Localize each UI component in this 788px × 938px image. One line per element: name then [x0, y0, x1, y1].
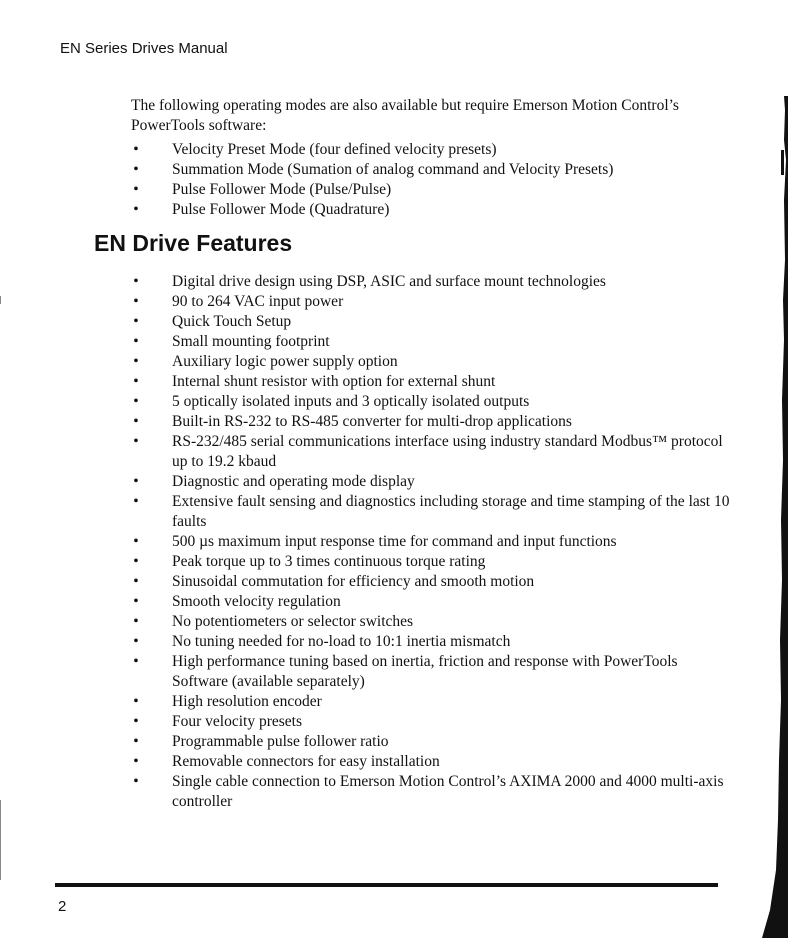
- feature-text: Sinusoidal commutation for efficiency and smooth motion: [172, 573, 535, 590]
- feature-text: Digital drive design using DSP, ASIC and surface mount technologies: [172, 273, 606, 290]
- scan-binding-edge: [748, 0, 788, 938]
- feature-text: Programmable pulse follower ratio: [172, 733, 389, 750]
- feature-item: [131, 552, 731, 572]
- section-heading: EN Drive Features: [94, 230, 293, 256]
- mode-text: Summation Mode (Sumation of analog command and Velocity Presets): [172, 161, 614, 178]
- feature-item: [131, 352, 731, 372]
- feature-text: Single cable connection to Emerson Motion Control’s AXIMA 2000 and 4000 multi-axis controller: [172, 773, 724, 810]
- feature-text: High performance tuning based on inertia, friction and response with PowerTools Software (available separately): [172, 653, 678, 690]
- features-list: [131, 272, 731, 812]
- mode-text: Pulse Follower Mode (Quadrature): [172, 201, 390, 218]
- mode-item: [131, 140, 731, 160]
- bullet-icon: •: [133, 733, 139, 750]
- feature-item: [131, 752, 731, 772]
- feature-text: Diagnostic and operating mode display: [172, 473, 415, 490]
- bullet-icon: •: [133, 553, 139, 570]
- intro-paragraph: The following operating modes are also available but require Emerson Motion Control’s PowerTools software:: [131, 97, 679, 134]
- feature-text: Internal shunt resistor with option for external shunt: [172, 373, 496, 390]
- bullet-icon: •: [133, 693, 139, 710]
- mode-item: [131, 160, 731, 180]
- feature-item: [131, 432, 731, 472]
- feature-text: Small mounting footprint: [172, 333, 330, 350]
- bullet-icon: •: [133, 313, 139, 330]
- footer-rule: [55, 883, 718, 887]
- bullet-icon: •: [133, 473, 139, 490]
- bullet-icon: •: [133, 613, 139, 630]
- bullet-icon: •: [133, 413, 139, 430]
- bullet-icon: •: [133, 493, 139, 510]
- feature-item: [131, 652, 731, 692]
- feature-text: Removable connectors for easy installation: [172, 753, 440, 770]
- bullet-icon: •: [133, 533, 139, 550]
- bullet-icon: •: [133, 713, 139, 730]
- feature-text: 5 optically isolated inputs and 3 optically isolated outputs: [172, 393, 530, 410]
- bullet-icon: •: [133, 373, 139, 390]
- bullet-icon: •: [133, 333, 139, 350]
- feature-text: High resolution encoder: [172, 693, 322, 710]
- bullet-icon: •: [133, 353, 139, 370]
- feature-item: [131, 332, 731, 352]
- feature-item: [131, 772, 731, 812]
- feature-text: Smooth velocity regulation: [172, 593, 341, 610]
- bullet-icon: •: [133, 573, 139, 590]
- bullet-icon: •: [133, 393, 139, 410]
- mode-item: [131, 200, 731, 220]
- bullet-icon: •: [133, 273, 139, 290]
- bullet-icon: •: [133, 433, 139, 450]
- feature-text: Built-in RS-232 to RS-485 converter for multi-drop applications: [172, 413, 572, 430]
- feature-item: [131, 592, 731, 612]
- bullet-icon: •: [133, 201, 139, 218]
- feature-item: [131, 712, 731, 732]
- page-number: 2: [58, 898, 67, 915]
- feature-item: [131, 692, 731, 712]
- feature-text: Auxiliary logic power supply option: [172, 353, 398, 370]
- page-header-title: EN Series Drives Manual: [60, 40, 228, 57]
- feature-item: [131, 732, 731, 752]
- mode-text: Pulse Follower Mode (Pulse/Pulse): [172, 181, 392, 198]
- feature-item: [131, 272, 731, 292]
- feature-item: [131, 532, 731, 552]
- bullet-icon: •: [133, 141, 139, 158]
- bullet-icon: •: [133, 633, 139, 650]
- bullet-icon: •: [133, 181, 139, 198]
- feature-text: 90 to 264 VAC input power: [172, 293, 344, 310]
- feature-text: Extensive fault sensing and diagnostics including storage and time stamping of the last 10 faults: [172, 493, 730, 530]
- feature-text: RS-232/485 serial communications interface using industry standard Modbus™ protocol up to 19.2 kbaud: [172, 433, 723, 470]
- feature-text: Four velocity presets: [172, 713, 303, 730]
- feature-item: [131, 312, 731, 332]
- feature-item: [131, 292, 731, 312]
- bullet-icon: •: [133, 773, 139, 790]
- feature-item: [131, 412, 731, 432]
- feature-item: [131, 632, 731, 652]
- bullet-icon: •: [133, 753, 139, 770]
- bullet-icon: •: [133, 653, 139, 670]
- scan-left-margin: [0, 0, 2, 938]
- feature-item: [131, 372, 731, 392]
- feature-text: No potentiometers or selector switches: [172, 613, 414, 630]
- feature-item: [131, 612, 731, 632]
- bullet-icon: •: [133, 293, 139, 310]
- feature-text: Peak torque up to 3 times continuous torque rating: [172, 553, 486, 570]
- mode-text: Velocity Preset Mode (four defined velocity presets): [172, 141, 497, 158]
- feature-item: [131, 392, 731, 412]
- feature-item: [131, 472, 731, 492]
- feature-text: Quick Touch Setup: [172, 313, 292, 330]
- operating-modes-list: [131, 140, 731, 220]
- feature-item: [131, 572, 731, 592]
- feature-item: [131, 492, 731, 532]
- bullet-icon: •: [133, 161, 139, 178]
- feature-text: 500 µs maximum input response time for command and input functions: [172, 533, 617, 550]
- feature-text: No tuning needed for no-load to 10:1 inertia mismatch: [172, 633, 511, 650]
- bullet-icon: •: [133, 593, 139, 610]
- mode-item: [131, 180, 731, 200]
